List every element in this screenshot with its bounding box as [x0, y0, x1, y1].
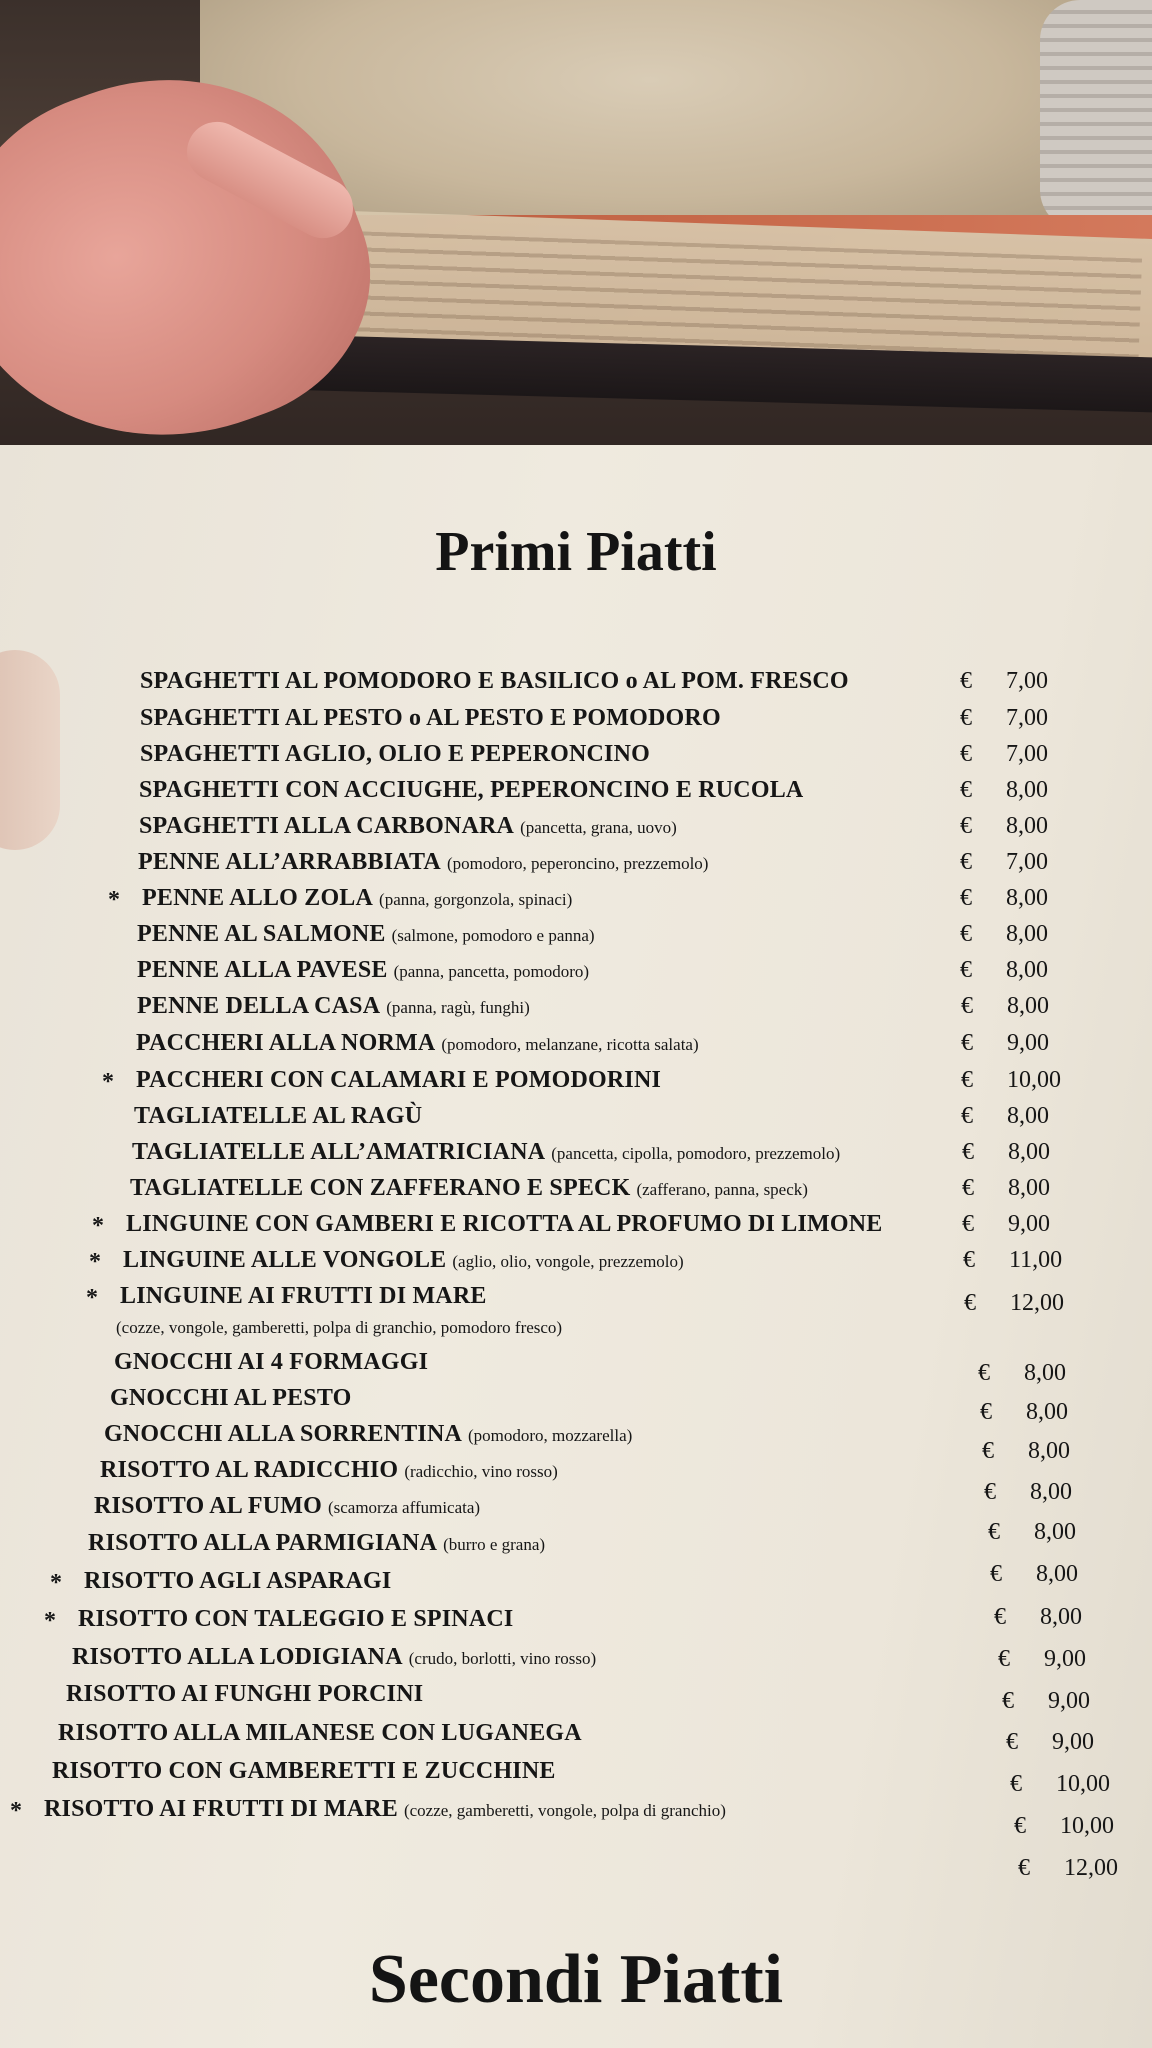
euro-sign: € — [980, 1399, 992, 1425]
euro-sign: € — [960, 813, 972, 839]
menu-item-name: GNOCCHI AI 4 FORMAGGI — [114, 1349, 429, 1375]
menu-item — [50, 1568, 392, 1600]
euro-sign: € — [962, 1139, 974, 1165]
menu-item-description: (zafferano, panna, speck) — [636, 1180, 808, 1199]
menu-item-price — [960, 813, 1048, 845]
menu-item-name: TAGLIATELLE AL RAGÙ — [134, 1103, 423, 1129]
price-value: 8,00 — [1026, 1399, 1068, 1425]
menu-item-name: RISOTTO ALLA MILANESE CON LUGANEGA — [58, 1720, 582, 1746]
menu-item-price — [1002, 1688, 1090, 1720]
price-value: 9,00 — [1052, 1729, 1094, 1755]
menu-item-name: TAGLIATELLE CON ZAFFERANO E SPECK — [130, 1175, 631, 1201]
menu-item — [110, 1385, 352, 1417]
menu-item-name: LINGUINE AI FRUTTI DI MARE — [120, 1283, 487, 1309]
menu-item-price — [960, 741, 1048, 773]
menu-item — [44, 1606, 514, 1638]
price-value: 12,00 — [1010, 1290, 1064, 1316]
menu-item — [137, 993, 530, 1025]
price-value: 9,00 — [1008, 1211, 1050, 1237]
menu-item-name: TAGLIATELLE ALL’AMATRICIANA — [132, 1139, 546, 1165]
menu-item — [10, 1796, 726, 1828]
menu-item-name: SPAGHETTI AGLIO, OLIO E PEPERONCINO — [140, 741, 650, 767]
menu-item-price — [1014, 1813, 1114, 1845]
menu-item-price — [960, 705, 1048, 737]
menu-item-description: (salmone, pomodoro e panna) — [391, 926, 595, 945]
price-value: 8,00 — [1008, 1139, 1050, 1165]
menu-item-name: SPAGHETTI ALLA CARBONARA — [139, 813, 515, 839]
euro-sign: € — [978, 1360, 990, 1386]
menu-item — [88, 1530, 545, 1562]
menu-item-star: * — [86, 1285, 98, 1311]
price-value: 8,00 — [1030, 1479, 1072, 1505]
price-value: 8,00 — [1006, 777, 1048, 803]
price-value: 8,00 — [1007, 993, 1049, 1019]
euro-sign: € — [960, 668, 972, 694]
menu-item — [100, 1457, 558, 1489]
euro-sign: € — [963, 1247, 975, 1273]
euro-sign: € — [1006, 1729, 1018, 1755]
section-title-primi: Primi Piatti — [435, 521, 717, 583]
price-value: 8,00 — [1028, 1438, 1070, 1464]
menu-item-description: (panna, pancetta, pomodoro) — [393, 962, 590, 981]
menu-item-star: * — [10, 1798, 22, 1824]
menu-item-name: PACCHERI CON CALAMARI E POMODORINI — [136, 1067, 662, 1093]
menu-item — [108, 885, 573, 917]
menu-item-description: (cozze, vongole, gamberetti, polpa di granchio, pomodoro fresco) — [116, 1318, 563, 1337]
menu-item-price — [961, 1067, 1061, 1099]
euro-sign: € — [1018, 1855, 1030, 1881]
menu-item-name: SPAGHETTI AL POMODORO E BASILICO o AL POM. FRESCO — [140, 668, 849, 694]
menu-item — [58, 1720, 582, 1752]
euro-sign: € — [982, 1438, 994, 1464]
price-value: 8,00 — [1036, 1561, 1078, 1587]
menu-item-name: RISOTTO AI FRUTTI DI MARE — [44, 1796, 398, 1822]
menu-item-price — [1006, 1729, 1094, 1761]
menu-item-description: (pomodoro, peperoncino, prezzemolo) — [446, 854, 709, 873]
menu-item-price — [964, 1290, 1064, 1322]
price-value: 8,00 — [1008, 1175, 1050, 1201]
menu-item-star: * — [102, 1069, 114, 1095]
menu-item-price — [990, 1561, 1078, 1593]
menu-item — [139, 777, 803, 809]
menu-item-price — [961, 1030, 1049, 1062]
menu-item-name: RISOTTO AGLI ASPARAGI — [84, 1568, 392, 1594]
menu-item-description: (pomodoro, melanzane, ricotta salata) — [441, 1035, 699, 1054]
menu-item-name: SPAGHETTI AL PESTO o AL PESTO E POMODORO — [140, 705, 721, 731]
euro-sign: € — [1014, 1813, 1026, 1839]
euro-sign: € — [960, 849, 972, 875]
menu-item — [140, 705, 721, 737]
menu-item — [140, 741, 650, 773]
menu-item-price — [998, 1646, 1086, 1678]
euro-sign: € — [960, 957, 972, 983]
menu-item-star: * — [44, 1608, 56, 1634]
menu-item-description: (panna, gorgonzola, spinaci) — [379, 890, 573, 909]
menu-item-description: (pancetta, cipolla, pomodoro, prezzemolo) — [551, 1144, 841, 1163]
menu-item — [134, 1103, 422, 1135]
price-value: 8,00 — [1040, 1604, 1082, 1630]
menu-item-name: PENNE ALL’ARRABBIATA — [138, 849, 441, 875]
menu-item-price — [1018, 1855, 1118, 1887]
euro-sign: € — [960, 885, 972, 911]
menu-item — [102, 1067, 662, 1099]
price-value: 8,00 — [1006, 957, 1048, 983]
menu-item-description: (scamorza affumicata) — [327, 1498, 481, 1517]
menu-item-price — [961, 1103, 1049, 1135]
euro-sign: € — [984, 1479, 996, 1505]
menu-item-price — [960, 921, 1048, 953]
price-value: 11,00 — [1009, 1247, 1063, 1273]
section-title-secondi: Secondi Piatti — [368, 1941, 784, 2018]
euro-sign: € — [961, 1030, 973, 1056]
euro-sign: € — [990, 1561, 1002, 1587]
menu-item — [137, 921, 595, 953]
menu-item-price — [960, 957, 1048, 989]
menu-item-name: LINGUINE ALLE VONGOLE — [123, 1247, 447, 1273]
menu-item — [104, 1421, 632, 1453]
menu-item-name: GNOCCHI AL PESTO — [110, 1385, 352, 1411]
menu-item — [139, 813, 677, 845]
menu-item-star: * — [108, 887, 120, 913]
menu-item-price — [960, 885, 1048, 917]
euro-sign: € — [1002, 1688, 1014, 1714]
price-value: 8,00 — [1034, 1519, 1076, 1545]
price-value: 8,00 — [1024, 1360, 1066, 1386]
menu-item — [114, 1349, 428, 1381]
menu-item-star: * — [50, 1570, 62, 1596]
menu-item-description: (radicchio, vino rosso) — [404, 1462, 558, 1481]
menu-item-name: GNOCCHI ALLA SORRENTINA — [104, 1421, 463, 1447]
menu-item — [86, 1283, 487, 1315]
menu-item-name: PENNE AL SALMONE — [137, 921, 386, 947]
euro-sign: € — [960, 777, 972, 803]
price-value: 9,00 — [1048, 1688, 1090, 1714]
menu-item — [52, 1758, 556, 1790]
menu-item — [116, 1318, 562, 1350]
menu-item-description: (aglio, olio, vongole, prezzemolo) — [452, 1252, 684, 1271]
price-value: 7,00 — [1006, 849, 1048, 875]
price-value: 7,00 — [1006, 705, 1048, 731]
menu-item-name: RISOTTO AL FUMO — [94, 1493, 322, 1519]
menu-item-star: * — [89, 1249, 101, 1275]
menu-item — [132, 1139, 840, 1171]
menu-item-price — [960, 849, 1048, 881]
euro-sign: € — [998, 1646, 1010, 1672]
menu-item-name: RISOTTO ALLA PARMIGIANA — [88, 1530, 438, 1556]
menu-item-description: (cozze, gamberetti, vongole, polpa di granchio) — [403, 1801, 726, 1820]
price-value: 8,00 — [1006, 921, 1048, 947]
menu-item-name: PENNE ALLA PAVESE — [137, 957, 388, 983]
menu-item-price — [994, 1604, 1082, 1636]
price-value: 8,00 — [1007, 1103, 1049, 1129]
menu-item-price — [960, 668, 1048, 700]
menu-item — [92, 1211, 883, 1243]
menu-item — [130, 1175, 808, 1207]
euro-sign: € — [961, 1067, 973, 1093]
menu-item — [94, 1493, 480, 1525]
menu-item-name: PENNE ALLO ZOLA — [142, 885, 374, 911]
menu-item-description: (panna, ragù, funghi) — [386, 998, 530, 1017]
menu-item — [72, 1644, 596, 1676]
price-value: 7,00 — [1006, 668, 1048, 694]
price-value: 12,00 — [1064, 1855, 1118, 1881]
euro-sign: € — [961, 1103, 973, 1129]
menu-item-description: (burro e grana) — [443, 1535, 546, 1554]
price-value: 10,00 — [1007, 1067, 1061, 1093]
menu-item-name: RISOTTO ALLA LODIGIANA — [72, 1644, 403, 1670]
euro-sign: € — [960, 705, 972, 731]
menu-item-price — [982, 1438, 1070, 1470]
menu-item-price — [963, 1247, 1062, 1279]
menu-item — [66, 1681, 423, 1713]
menu-item-name: RISOTTO AI FUNGHI PORCINI — [66, 1681, 424, 1707]
menu-item-price — [962, 1175, 1050, 1207]
menu-item-name: SPAGHETTI CON ACCIUGHE, PEPERONCINO E RUCOLA — [139, 777, 804, 803]
menu-item — [89, 1247, 684, 1279]
euro-sign: € — [1010, 1771, 1022, 1797]
price-value: 10,00 — [1060, 1813, 1114, 1839]
menu-item-name: RISOTTO CON GAMBERETTI E ZUCCHINE — [52, 1758, 556, 1784]
menu-item-name: PACCHERI ALLA NORMA — [136, 1030, 436, 1056]
euro-sign: € — [964, 1290, 976, 1316]
price-value: 9,00 — [1007, 1030, 1049, 1056]
menu-item-description: (crudo, borlotti, vino rosso) — [408, 1649, 597, 1668]
euro-sign: € — [960, 741, 972, 767]
price-value: 10,00 — [1056, 1771, 1110, 1797]
menu-item-price — [962, 1211, 1050, 1243]
menu-item — [136, 1030, 699, 1062]
price-value: 8,00 — [1006, 813, 1048, 839]
price-value: 8,00 — [1006, 885, 1048, 911]
menu-item-price — [988, 1519, 1076, 1551]
euro-sign: € — [962, 1175, 974, 1201]
menu-item-description: (pancetta, grana, uovo) — [520, 818, 677, 837]
menu-item-name: RISOTTO AL RADICCHIO — [100, 1457, 399, 1483]
euro-sign: € — [994, 1604, 1006, 1630]
menu-item-name: LINGUINE CON GAMBERI E RICOTTA AL PROFUMO DI LIMONE — [126, 1211, 883, 1237]
menu-item-price — [960, 777, 1048, 809]
menu-item — [138, 849, 708, 881]
menu-item-description: (pomodoro, mozzarella) — [468, 1426, 633, 1445]
euro-sign: € — [961, 993, 973, 1019]
menu-item-price — [1010, 1771, 1110, 1803]
menu-item-price — [962, 1139, 1050, 1171]
menu-item-star: * — [92, 1213, 104, 1239]
menu-item — [137, 957, 589, 989]
euro-sign: € — [962, 1211, 974, 1237]
euro-sign: € — [960, 921, 972, 947]
euro-sign: € — [988, 1519, 1000, 1545]
menu-item-price — [980, 1399, 1068, 1431]
menu-item-name: PENNE DELLA CASA — [137, 993, 381, 1019]
price-value: 7,00 — [1006, 741, 1048, 767]
menu-item — [140, 668, 849, 700]
menu-item-price — [961, 993, 1049, 1025]
menu-item-price — [984, 1479, 1072, 1511]
menu-item-name: RISOTTO CON TALEGGIO E SPINACI — [78, 1606, 514, 1632]
menu-item-price — [978, 1360, 1066, 1392]
price-value: 9,00 — [1044, 1646, 1086, 1672]
